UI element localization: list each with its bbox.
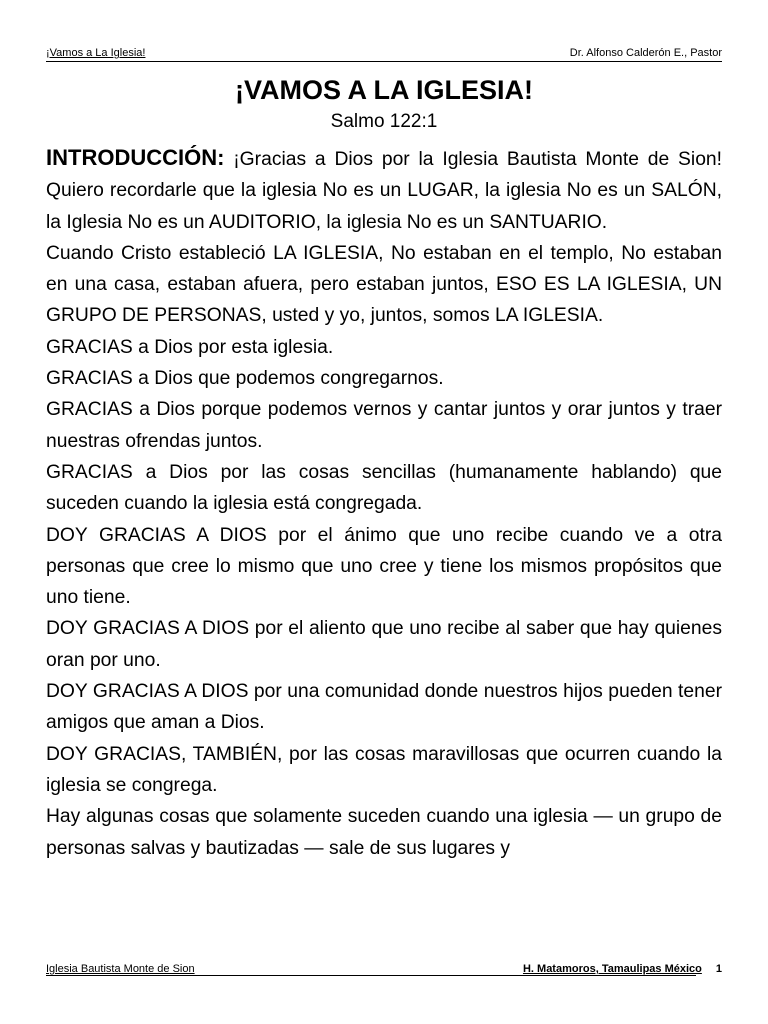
paragraph-10: DOY GRACIAS, TAMBIÉN, por las cosas maravillosas que ocurren cuando la iglesia se congrega. (46, 743, 722, 796)
footer-right-group (523, 962, 722, 976)
document-title: ¡VAMOS A LA IGLESIA! (235, 75, 533, 105)
intro-text: ¡Gracias a Dios por la Iglesia Bautista Monte de Sion! Quiero recordarle que la iglesia No es un LUGAR, la iglesia No es un SALÓN, la Iglesia No es un AUDITORIO, la iglesia No es un SANTUARIO. (46, 149, 722, 233)
document-subtitle: Salmo 122:1 (330, 111, 438, 132)
header-left-text: ¡Vamos a La Iglesia! (46, 47, 146, 59)
document-body (46, 142, 722, 942)
footer-right-text: H. Matamoros, Tamaulipas México (522, 963, 702, 975)
paragraph-8: DOY GRACIAS A DIOS por el aliento que uno recibe al saber que hay quienes oran por uno. (46, 618, 722, 671)
paragraph-11: Hay algunas cosas que solamente suceden cuando una iglesia — un grupo de personas salvas y bautizadas — sale de sus lugares y (46, 806, 722, 859)
paragraph-5: GRACIAS a Dios porque podemos vernos y cantar juntos y orar juntos y traer nuestras ofrendas juntos. (46, 399, 722, 452)
page-header (46, 46, 722, 62)
paragraph-7: DOY GRACIAS A DIOS por el ánimo que uno recibe cuando ve a otra personas que cree lo mismo que uno cree y tiene los mismos propósitos que uno tiene. (46, 524, 722, 609)
paragraph-3: GRACIAS a Dios por esta iglesia. (46, 336, 334, 358)
page-number: 1 (715, 963, 722, 975)
page-footer (46, 962, 722, 976)
intro-label: INTRODUCCIÓN: (46, 145, 225, 170)
paragraph-6: GRACIAS a Dios por las cosas sencillas (humanamente hablando) que suceden cuando la iglesia está congregada. (46, 461, 722, 515)
header-right-text: Dr. Alfonso Calderón E., Pastor (569, 47, 722, 59)
paragraph-4: GRACIAS a Dios que podemos congregarnos. (46, 368, 444, 390)
footer-rule (46, 975, 696, 976)
paragraph-2: Cuando Cristo estableció LA IGLESIA, No estaban en el templo, No estaban en una casa, estaban afuera, pero estaban juntos, ESO ES LA IGLESIA, UN GRUPO DE PERSONAS, usted y yo, juntos, somos LA IGLESIA. (46, 242, 722, 327)
paragraph-9: DOY GRACIAS A DIOS por una comunidad donde nuestros hijos pueden tener amigos que aman a Dios. (46, 681, 722, 734)
paragraph-intro (46, 142, 722, 238)
footer-left-text: Iglesia Bautista Monte de Sion (46, 963, 195, 975)
